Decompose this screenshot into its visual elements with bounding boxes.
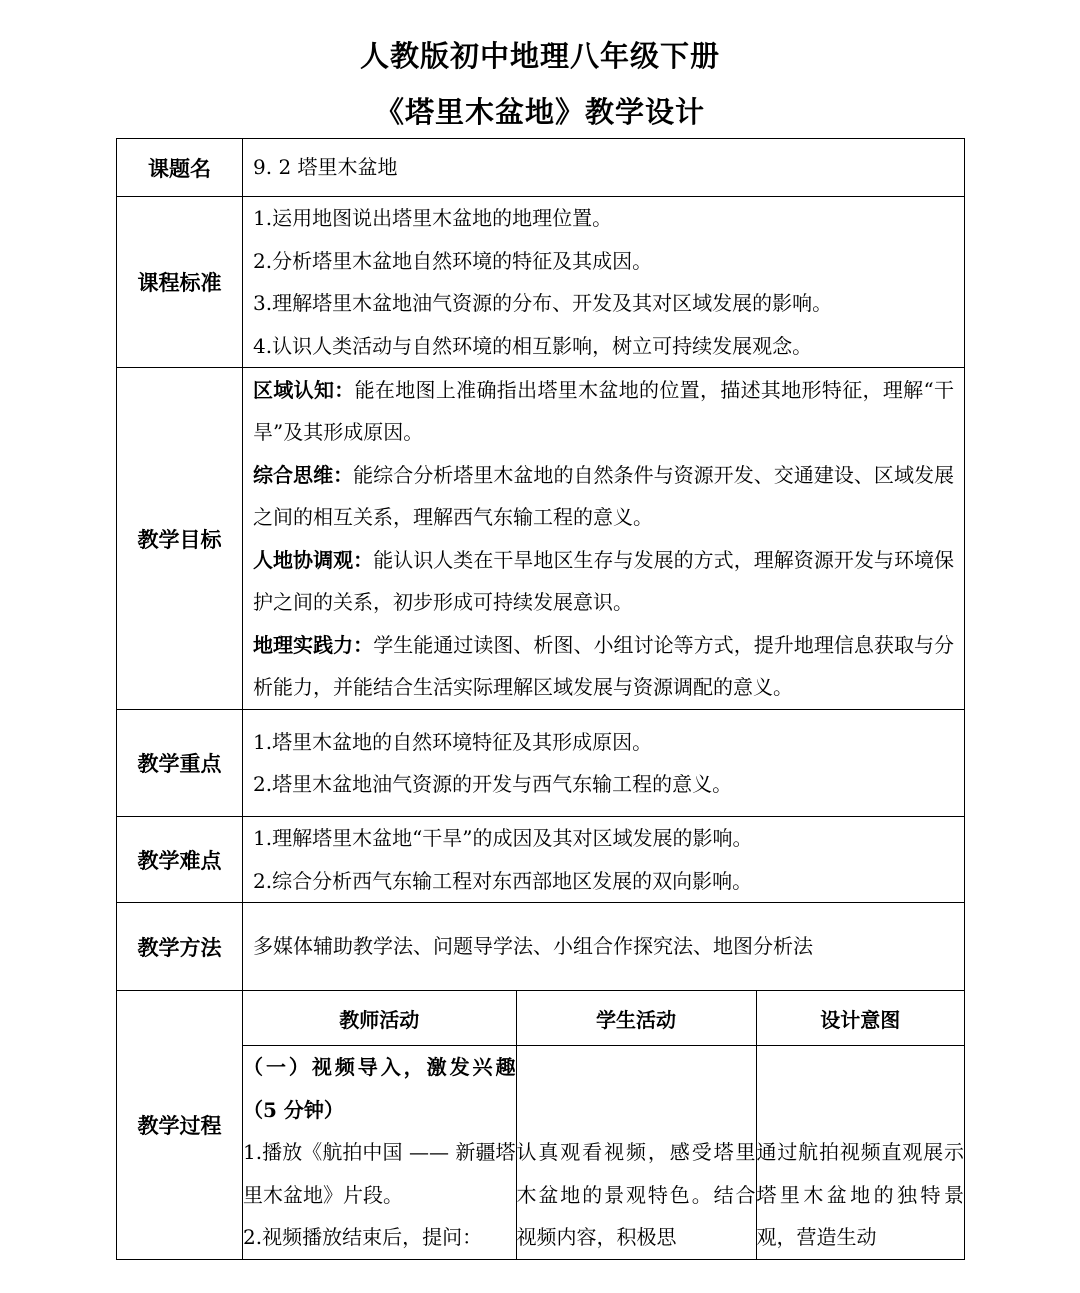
standard-item: 4.认识人类活动与自然环境的相互影响，树立可持续发展观念。 <box>253 333 813 358</box>
difficulties-content <box>243 817 965 903</box>
objective-title: 人地协调观： <box>253 547 374 572</box>
topic-text: 9. 2 塔里木盆地 <box>253 155 398 180</box>
row-standards <box>117 197 965 368</box>
process-content <box>243 991 965 1260</box>
column-header-teacher: 教师活动 <box>243 991 516 1046</box>
objective-text: 能在地图上准确指出塔里木盆地的位置，描述其地形特征，理解“干旱”及其形成原因。 <box>253 377 955 444</box>
topic-label: 课题名 <box>117 139 243 197</box>
student-activity-text: 认真观看视频，感受塔里木盆地的景观特色。结合视频内容，积极思 <box>516 1140 756 1249</box>
lesson-plan-table <box>116 138 965 1260</box>
row-topic <box>117 139 965 197</box>
objective-item <box>253 454 954 539</box>
row-difficulties <box>117 817 965 903</box>
objective-item <box>253 369 954 454</box>
methods-text: 多媒体辅助教学法、问题导学法、小组合作探究法、地图分析法 <box>253 934 813 959</box>
design-intent-text: 通过航拍视频直观展示塔里木盆地的独特景观，营造生动 <box>756 1140 964 1249</box>
key-points-content <box>243 710 965 817</box>
column-header-intent: 设计意图 <box>756 991 964 1046</box>
process-label: 教学过程 <box>117 991 243 1260</box>
column-header-student: 学生活动 <box>516 991 756 1046</box>
key-point-item: 2.塔里木盆地油气资源的开发与西气东输工程的意义。 <box>253 772 733 796</box>
objective-item <box>253 624 954 709</box>
key-point-item: 1.塔里木盆地的自然环境特征及其形成原因。 <box>253 729 653 754</box>
objectives-content <box>243 368 965 710</box>
standards-label: 课程标准 <box>117 197 243 368</box>
objective-text: 学生能通过读图、析图、小组讨论等方式，提升地理信息获取与分析能力，并能结合生活实际理解区域发展与资源调配的意义。 <box>253 632 955 699</box>
standard-item: 1.运用地图说出塔里木盆地的地理位置。 <box>253 206 613 230</box>
objective-title: 地理实践力： <box>253 632 374 657</box>
teacher-activity-cell <box>243 1046 516 1259</box>
standards-content <box>243 197 965 368</box>
teacher-step: 2.视频播放结束后，提问： <box>243 1225 483 1249</box>
row-objectives <box>117 368 965 710</box>
process-table <box>243 991 964 1259</box>
objective-item <box>253 539 954 624</box>
methods-content <box>243 903 965 991</box>
standard-item: 3.理解塔里木盆地油气资源的分布、开发及其对区域发展的影响。 <box>253 291 833 315</box>
student-activity-cell <box>516 1046 756 1259</box>
difficulties-label: 教学难点 <box>117 817 243 903</box>
difficulty-item: 1.理解塔里木盆地“干旱”的成因及其对区域发展的影响。 <box>253 826 753 850</box>
objectives-label: 教学目标 <box>117 368 243 710</box>
row-methods <box>117 903 965 991</box>
objective-title: 综合思维： <box>253 462 354 487</box>
process-row <box>243 1046 964 1259</box>
row-process <box>117 991 965 1260</box>
design-intent-cell <box>756 1046 964 1259</box>
key-points-label: 教学重点 <box>117 710 243 817</box>
topic-value <box>243 139 965 197</box>
standard-item: 2.分析塔里木盆地自然环境的特征及其成因。 <box>253 248 653 273</box>
document-title: 人教版初中地理八年级下册 <box>359 39 720 73</box>
objective-title: 区域认知： <box>253 377 355 402</box>
process-header-row <box>243 991 964 1046</box>
teacher-step: 1.播放《航拍中国 —— 新疆塔里木盆地》片段。 <box>243 1140 516 1207</box>
difficulty-item: 2.综合分析西气东输工程对东西部地区发展的双向影响。 <box>253 868 753 893</box>
document-subtitle: 《塔里木盆地》教学设计 <box>374 95 705 129</box>
section-heading: （一）视频导入，激发兴趣（5 分钟） <box>243 1055 516 1122</box>
row-key-points <box>117 710 965 817</box>
objective-text: 能认识人类在干旱地区生存与发展的方式，理解资源开发与环境保护之间的关系，初步形成可持续发展意识。 <box>253 547 955 614</box>
methods-label: 教学方法 <box>117 903 243 991</box>
objective-text: 能综合分析塔里木盆地的自然条件与资源开发、交通建设、区域发展之间的相互关系，理解西气东输工程的意义。 <box>253 462 955 529</box>
